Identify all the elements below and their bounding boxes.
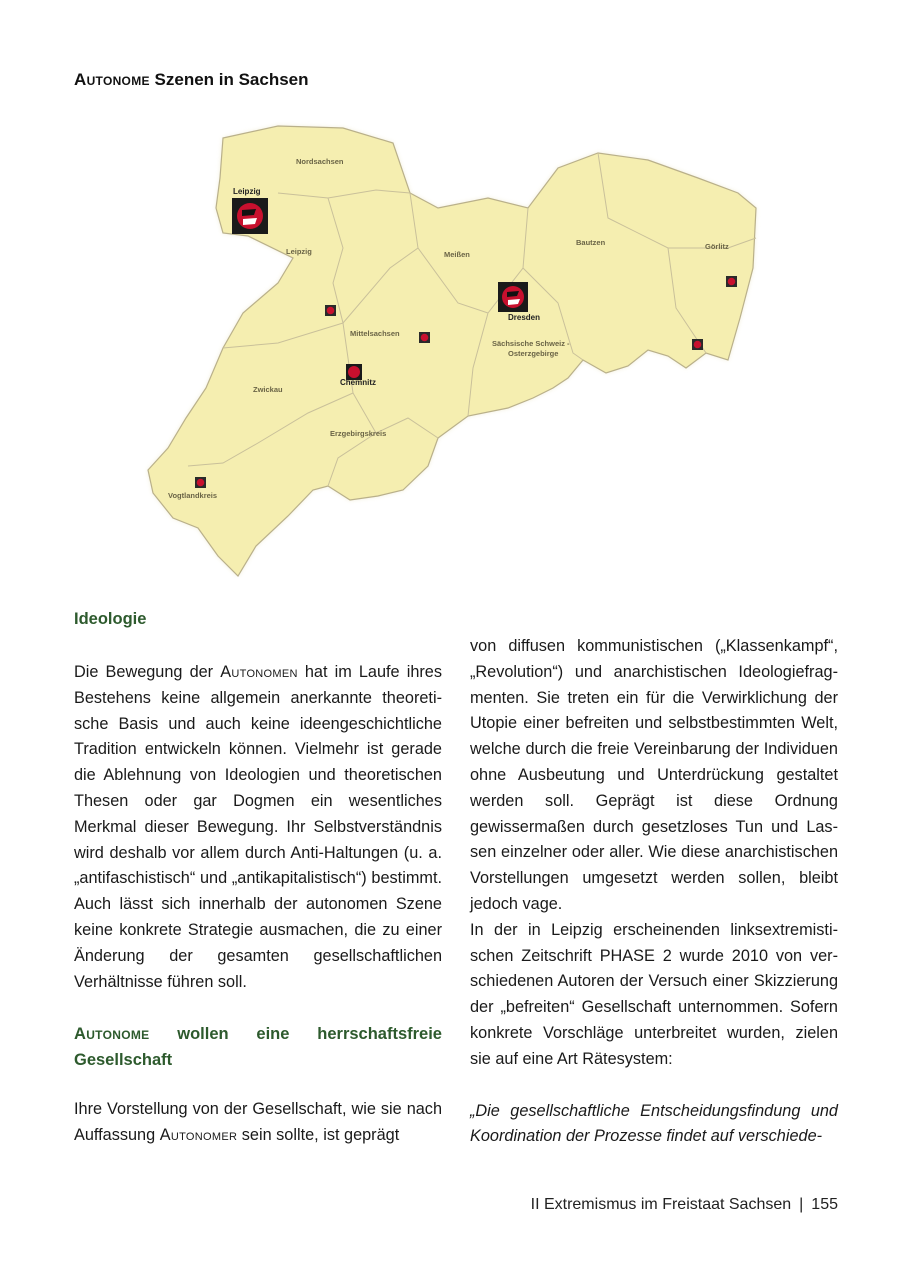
paragraph-ideologiefragmente: von diffusen kommunistischen („Klassenkampf“, „Revolution“) und anarchistischen Ideologiefragmenten. Sie treten ein für die Verwirklichung der Utopie einer befreiten und selbstbestimmten Welt, welche durch die freie Vereinbarung der Individuen ohne Ausbeutung und Unterdrückung gestaltet werden soll. Geprägt ist diese Ordnung gewissermaßen durch gesetzloses Tun und Lassen einzelner oder aller. Wie diese anarchistischen Vorstellungen umgesetzt werden sollen, bleibt jedoch vage. <box>470 637 838 913</box>
section-heading-ideologie: Ideologie <box>74 610 147 628</box>
antifa-flag-icon <box>419 332 430 343</box>
paragraph-text: hat im Laufe ihres Bestehens keine allgemein anerkannte theoretische Basis und auch keine ideengeschichtliche Tradition entwickeln können. Vielmehr ist gerade die Ablehnung von Ideologien und theoretischen Thesen oder gar Dogmen ein wesentliches Merkmal dieser Bewegung. Ihr Selbstverständnis wird deshalb vor allem durch Anti-Haltungen (u. a. „antifaschistisch“ und „antikapitalistisch“) bestimmt. Auch lässt sich innerhalb der autonomen Szene keine konkrete Strategie ausmachen, die zu einer Änderung der gesamten gesellschaftlichen Verhältnisse führen soll. <box>74 663 442 991</box>
footer-separator: | <box>799 1196 804 1213</box>
antifa-flag-icon <box>195 477 206 488</box>
footer-chapter: II Extremismus im Freistaat Sachsen <box>530 1196 792 1213</box>
antifa-flag-icon <box>726 276 737 287</box>
city-label-dresden: Dresden <box>508 313 541 322</box>
smallcaps-term: Autonomen <box>220 663 298 681</box>
map-title-smallcaps: Autonome <box>74 70 150 89</box>
region-label-nordsachsen: Nordsachsen <box>296 157 344 166</box>
antifa-flag-icon <box>692 339 703 350</box>
smallcaps-term: Autonomer <box>159 1126 238 1145</box>
map-title <box>74 70 309 90</box>
saxony-map <box>128 98 788 588</box>
city-label-leipzig: Leipzig <box>233 187 261 196</box>
region-label-mittelsachsen: Mittelsachsen <box>350 329 400 338</box>
paragraph-text: Die Bewegung der <box>74 663 221 681</box>
region-label-erzgebirgskreis: Erzgebirgskreis <box>330 429 387 438</box>
page-number: 155 <box>811 1196 838 1213</box>
region-label-leipzig: Leipzig <box>286 247 312 256</box>
region-label-meissen: Meißen <box>444 250 470 259</box>
paragraph-text: sein sollte, ist geprägt <box>237 1126 400 1145</box>
region-label-vogtlandkreis: Vogtlandkreis <box>168 491 218 500</box>
paragraph-ideologie <box>74 660 442 995</box>
antifa-flag-icon <box>325 305 336 316</box>
paragraph-text: Ihre Vorstellung von der Gesellschaft, wie sie nach Auffassung <box>74 1100 442 1145</box>
heading-text: wollen eine herrschaftsfreie Gesellschaft <box>74 1025 442 1070</box>
region-label-goerlitz: Görlitz <box>705 242 729 251</box>
city-label-chemnitz: Chemnitz <box>340 378 376 387</box>
region-label-saechsische-schweiz: Sächsische Schweiz - <box>492 339 570 348</box>
region-label-zwickau: Zwickau <box>253 385 283 394</box>
smallcaps-term: Autonome <box>74 1025 150 1044</box>
paragraph-phase2: In der in Leipzig erscheinenden linksextremistischen Zeitschrift PHASE 2 wurde 2010 von verschiedenen Autoren der Versuch einer Skizzierung der „befreiten“ Gesellschaft unternommen. Sofern konkrete Vorschläge unterbreitet wurden, zielen sie auf eine Art Rätesystem: <box>470 920 838 1068</box>
section-heading-herrschaftsfrei <box>74 1021 442 1073</box>
page-footer <box>531 1196 838 1214</box>
region-label-osterzgebirge: Osterzgebirge <box>508 349 559 358</box>
region-label-bautzen: Bautzen <box>576 238 606 247</box>
map-title-rest: Szenen in Sachsen <box>149 70 309 89</box>
left-column <box>74 606 442 1149</box>
right-column <box>470 634 838 1150</box>
saxony-map-svg <box>128 98 788 588</box>
paragraph-vorstellung <box>74 1097 442 1149</box>
quote-raetesystem: „Die gesellschaftliche Entscheidungsfindung und Koordination der Prozesse findet auf verschiede- <box>470 1101 838 1146</box>
